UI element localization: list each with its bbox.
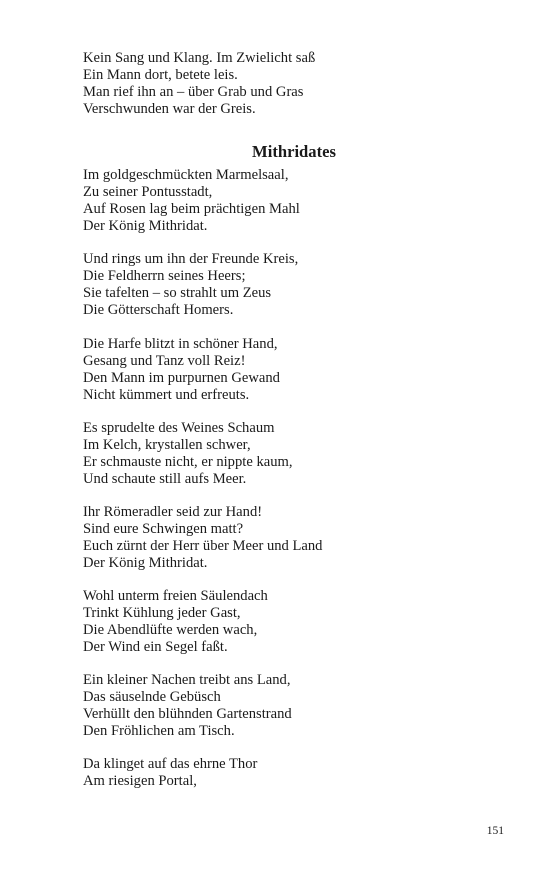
stanza — [83, 251, 503, 319]
verse-line: Trinkt Kühlung jeder Gast, — [83, 604, 241, 621]
verse-line: Verschwunden war der Greis. — [83, 100, 256, 117]
verse-line: Verhüllt den blühnden Gartenstrand — [83, 705, 292, 722]
verse-line: Wohl unterm freien Säulendach — [83, 588, 268, 604]
verse-line: Auf Rosen lag beim prächtigen Mahl — [83, 200, 300, 217]
verse-line: Es sprudelte des Weines Schaum — [83, 420, 275, 436]
poem-title: Mithridates — [252, 142, 336, 161]
verse-line: Der König Mithridat. — [83, 217, 208, 234]
verse-line: Und schaute still aufs Meer. — [83, 470, 247, 487]
verse-line: Im Kelch, krystallen schwer, — [83, 436, 251, 453]
verse-line: Die Feldherrn seines Heers; — [83, 267, 246, 284]
verse-line: Sie tafelten – so strahlt um Zeus — [83, 284, 272, 301]
page-number: 151 — [486, 825, 504, 837]
verse-line: Ein Mann dort, betete leis. — [83, 66, 238, 83]
verse-line: Das säuselnde Gebüsch — [83, 688, 221, 705]
verse-line: Ein kleiner Nachen treibt ans Land, — [83, 672, 291, 688]
verse-line: Kein Sang und Klang. Im Zwielicht saß — [83, 50, 316, 66]
verse-line: Der Wind ein Segel faßt. — [83, 638, 228, 655]
verse-line: Gesang und Tanz voll Reiz! — [83, 352, 246, 369]
stanza — [83, 588, 503, 656]
verse-line: Im goldgeschmückten Marmelsaal, — [83, 167, 289, 183]
verse-line: Da klinget auf das ehrne Thor — [83, 756, 258, 772]
stanza — [83, 167, 503, 235]
verse-line: Euch zürnt der Herr über Meer und Land — [83, 537, 323, 554]
verse-line: Und rings um ihn der Freunde Kreis, — [83, 251, 299, 267]
verse-line: Sind eure Schwingen matt? — [83, 520, 244, 537]
verse-line: Ihr Römeradler seid zur Hand! — [83, 504, 263, 520]
stanza — [83, 672, 503, 740]
stanza — [83, 420, 503, 488]
verse-line: Den Mann im purpurnen Gewand — [83, 369, 280, 386]
verse-line: Am riesigen Portal, — [83, 772, 197, 789]
stanza-previous-poem — [83, 50, 503, 118]
verse-line: Er schmauste nicht, er nippte kaum, — [83, 453, 293, 470]
verse-line: Die Götterschaft Homers. — [83, 301, 234, 318]
verse-line: Der König Mithridat. — [83, 554, 208, 571]
verse-line: Die Harfe blitzt in schöner Hand, — [83, 336, 278, 352]
verse-line: Nicht kümmert und erfreuts. — [83, 386, 250, 403]
verse-line: Den Fröhlichen am Tisch. — [83, 722, 235, 739]
stanza — [83, 756, 503, 790]
stanza — [83, 336, 503, 404]
verse-line: Die Abendlüfte werden wach, — [83, 621, 258, 638]
verse-line: Man rief ihn an – über Grab und Gras — [83, 83, 304, 100]
stanza — [83, 504, 503, 572]
verse-line: Zu seiner Pontusstadt, — [83, 183, 213, 200]
